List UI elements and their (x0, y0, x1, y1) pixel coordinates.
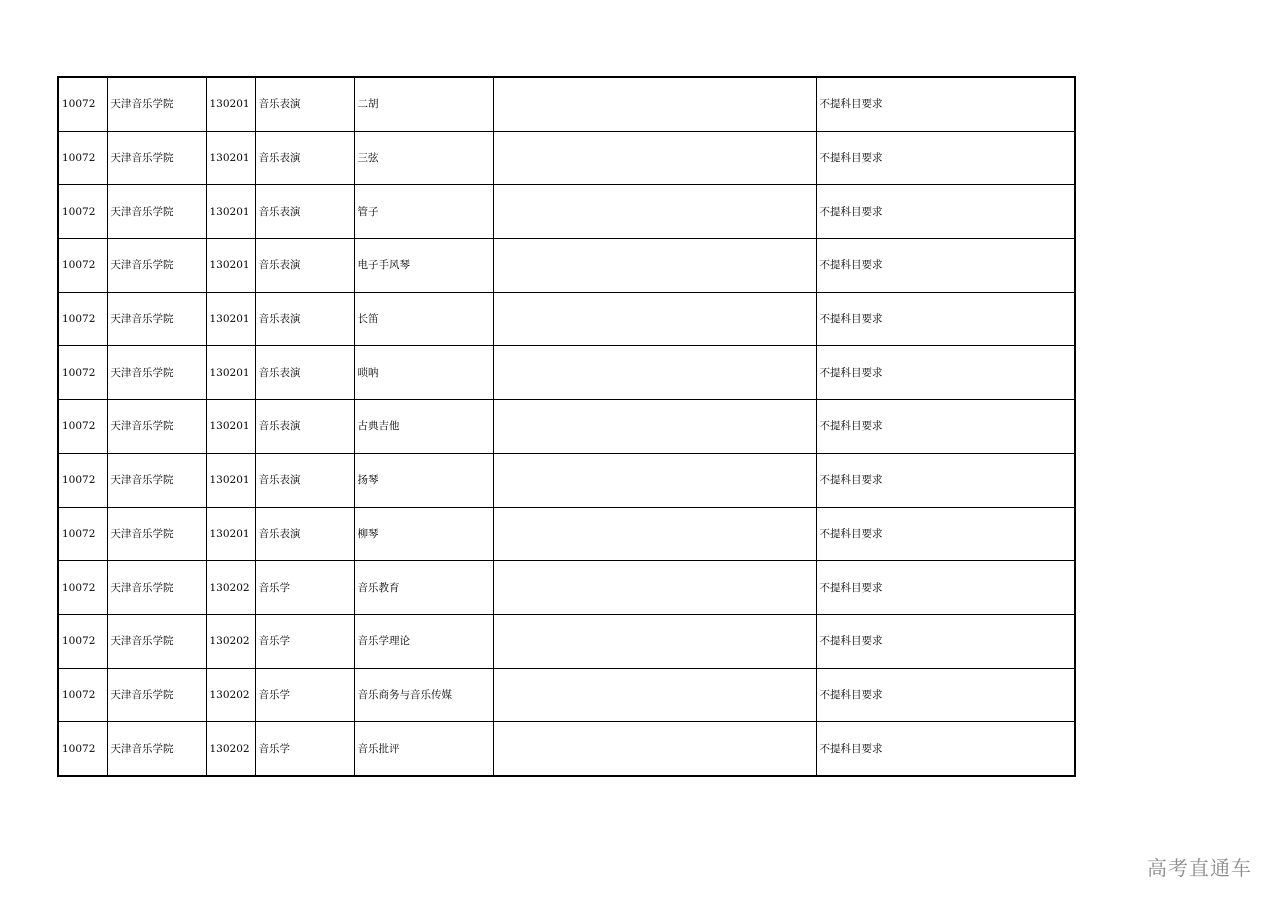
major-code-cell: 130201 (206, 131, 255, 185)
subject-requirement-cell: 不提科目要求 (816, 561, 1075, 615)
major-direction-cell: 音乐商务与音乐传媒 (354, 668, 493, 722)
subject-requirement-cell: 不提科目要求 (816, 185, 1075, 239)
major-name-cell: 音乐学 (255, 668, 354, 722)
major-name-cell: 音乐学 (255, 614, 354, 668)
school-code-cell: 10072 (58, 292, 107, 346)
major-code-cell: 130201 (206, 77, 255, 131)
major-direction-cell: 管子 (354, 185, 493, 239)
school-code-cell: 10072 (58, 400, 107, 454)
major-code-cell: 130201 (206, 507, 255, 561)
school-code-cell: 10072 (58, 346, 107, 400)
school-code-cell: 10072 (58, 239, 107, 293)
subject-requirements-table-container (57, 76, 1074, 777)
major-direction-cell: 古典吉他 (354, 400, 493, 454)
subject-requirement-cell: 不提科目要求 (816, 722, 1075, 776)
school-name-cell: 天津音乐学院 (107, 507, 206, 561)
major-code-cell: 130202 (206, 668, 255, 722)
major-direction-cell: 音乐教育 (354, 561, 493, 615)
note-cell (493, 453, 816, 507)
major-direction-cell: 音乐学理论 (354, 614, 493, 668)
subject-requirement-cell: 不提科目要求 (816, 668, 1075, 722)
table-row (58, 131, 1075, 185)
school-name-cell: 天津音乐学院 (107, 561, 206, 615)
major-direction-cell: 二胡 (354, 77, 493, 131)
note-cell (493, 507, 816, 561)
school-code-cell: 10072 (58, 185, 107, 239)
table-row (58, 614, 1075, 668)
note-cell (493, 614, 816, 668)
major-direction-cell: 扬琴 (354, 453, 493, 507)
subject-requirement-cell: 不提科目要求 (816, 507, 1075, 561)
major-name-cell: 音乐表演 (255, 400, 354, 454)
school-code-cell: 10072 (58, 77, 107, 131)
school-name-cell: 天津音乐学院 (107, 400, 206, 454)
school-code-cell: 10072 (58, 668, 107, 722)
school-name-cell: 天津音乐学院 (107, 131, 206, 185)
major-direction-cell: 唢呐 (354, 346, 493, 400)
major-direction-cell: 电子手风琴 (354, 239, 493, 293)
major-code-cell: 130201 (206, 453, 255, 507)
table-body (58, 77, 1075, 776)
subject-requirements-table (57, 76, 1076, 777)
subject-requirement-cell: 不提科目要求 (816, 346, 1075, 400)
note-cell (493, 346, 816, 400)
subject-requirement-cell: 不提科目要求 (816, 453, 1075, 507)
note-cell (493, 131, 816, 185)
note-cell (493, 239, 816, 293)
major-code-cell: 130201 (206, 239, 255, 293)
major-name-cell: 音乐学 (255, 561, 354, 615)
school-name-cell: 天津音乐学院 (107, 292, 206, 346)
major-name-cell: 音乐表演 (255, 131, 354, 185)
note-cell (493, 668, 816, 722)
table-row (58, 722, 1075, 776)
major-name-cell: 音乐表演 (255, 77, 354, 131)
subject-requirement-cell: 不提科目要求 (816, 292, 1075, 346)
major-code-cell: 130202 (206, 561, 255, 615)
school-code-cell: 10072 (58, 453, 107, 507)
subject-requirement-cell: 不提科目要求 (816, 77, 1075, 131)
table-row (58, 400, 1075, 454)
school-code-cell: 10072 (58, 561, 107, 615)
table-row (58, 668, 1075, 722)
major-direction-cell: 三弦 (354, 131, 493, 185)
table-row (58, 346, 1075, 400)
table-row (58, 507, 1075, 561)
table-row (58, 239, 1075, 293)
major-name-cell: 音乐表演 (255, 292, 354, 346)
major-code-cell: 130202 (206, 614, 255, 668)
note-cell (493, 561, 816, 615)
school-code-cell: 10072 (58, 131, 107, 185)
school-name-cell: 天津音乐学院 (107, 453, 206, 507)
major-name-cell: 音乐表演 (255, 507, 354, 561)
note-cell (493, 400, 816, 454)
subject-requirement-cell: 不提科目要求 (816, 614, 1075, 668)
major-code-cell: 130202 (206, 722, 255, 776)
major-direction-cell: 长笛 (354, 292, 493, 346)
school-name-cell: 天津音乐学院 (107, 185, 206, 239)
table-row (58, 561, 1075, 615)
note-cell (493, 292, 816, 346)
major-code-cell: 130201 (206, 346, 255, 400)
school-name-cell: 天津音乐学院 (107, 668, 206, 722)
subject-requirement-cell: 不提科目要求 (816, 400, 1075, 454)
major-code-cell: 130201 (206, 292, 255, 346)
table-row (58, 453, 1075, 507)
major-name-cell: 音乐表演 (255, 239, 354, 293)
watermark-text: 高考直通车 (1147, 856, 1252, 880)
major-name-cell: 音乐表演 (255, 346, 354, 400)
note-cell (493, 185, 816, 239)
table-row (58, 77, 1075, 131)
major-direction-cell: 音乐批评 (354, 722, 493, 776)
major-direction-cell: 柳琴 (354, 507, 493, 561)
school-name-cell: 天津音乐学院 (107, 722, 206, 776)
school-code-cell: 10072 (58, 614, 107, 668)
major-code-cell: 130201 (206, 400, 255, 454)
school-name-cell: 天津音乐学院 (107, 614, 206, 668)
note-cell (493, 77, 816, 131)
note-cell (493, 722, 816, 776)
school-code-cell: 10072 (58, 507, 107, 561)
major-code-cell: 130201 (206, 185, 255, 239)
school-code-cell: 10072 (58, 722, 107, 776)
major-name-cell: 音乐学 (255, 722, 354, 776)
school-name-cell: 天津音乐学院 (107, 346, 206, 400)
major-name-cell: 音乐表演 (255, 453, 354, 507)
subject-requirement-cell: 不提科目要求 (816, 239, 1075, 293)
school-name-cell: 天津音乐学院 (107, 239, 206, 293)
table-row (58, 185, 1075, 239)
major-name-cell: 音乐表演 (255, 185, 354, 239)
table-row (58, 292, 1075, 346)
school-name-cell: 天津音乐学院 (107, 77, 206, 131)
subject-requirement-cell: 不提科目要求 (816, 131, 1075, 185)
